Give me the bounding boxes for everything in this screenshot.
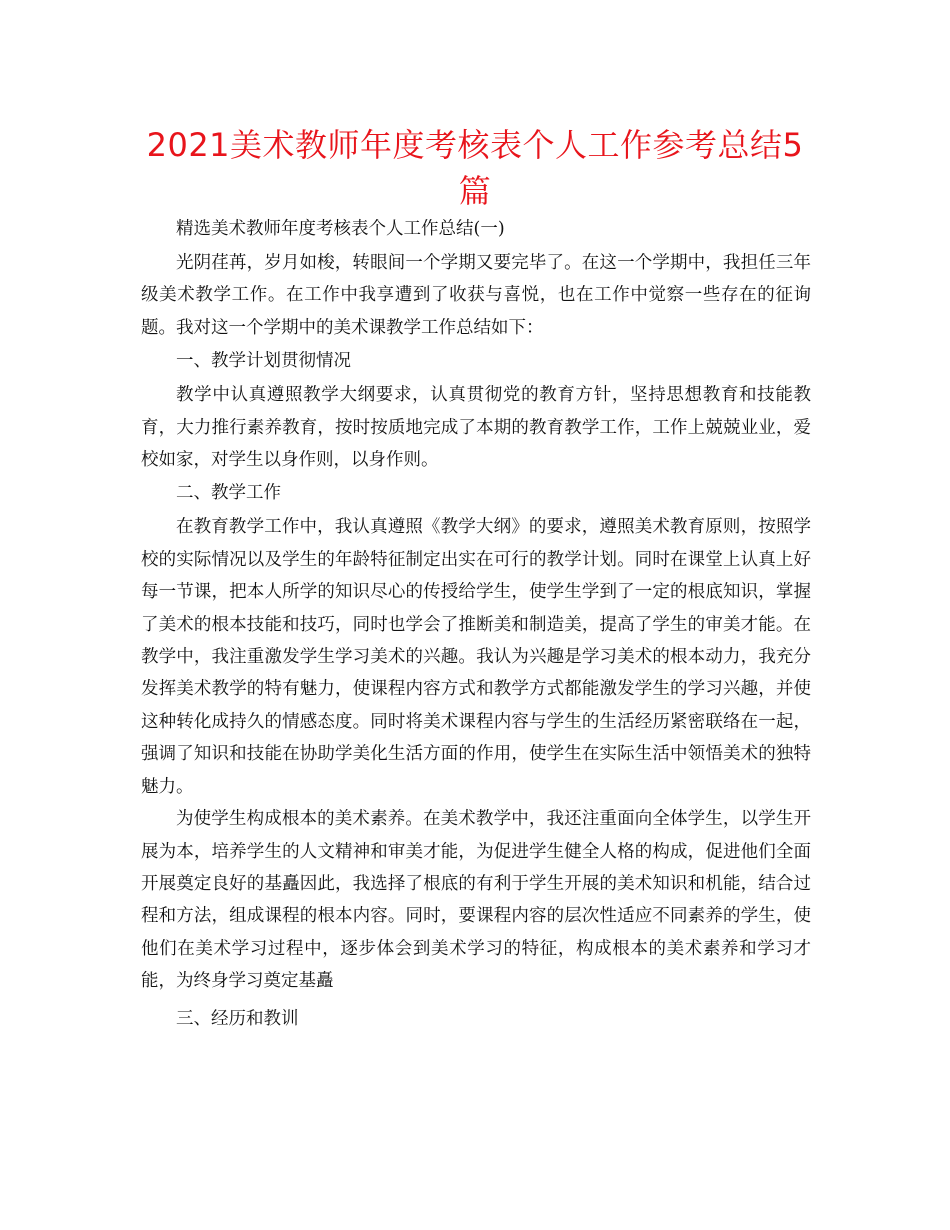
body-paragraph: 光阴荏苒，岁月如梭，转眼间一个学期又要完毕了。在这一个学期中，我担任三年级美术教学工作。在工作中我享遭到了收获与喜悦，也在工作中觉察一些存在的征询题。我对这一个学期中的美术课教学工作总结如下：	[141, 253, 811, 338]
document-title: 2021美术教师年度考核表个人工作参考总结5篇	[146, 126, 804, 210]
body-paragraph: 教学中认真遵照教学大纲要求，认真贯彻党的教育方针，坚持思想教育和技能教育，大力推行素养教育，按时按质地完成了本期的教育教学工作，工作上兢兢业业，爱校如家，对学生以身作则，以身作则。	[141, 385, 811, 471]
section-heading: 三、经历和教训	[176, 1008, 299, 1029]
section-subtitle: 精选美术教师年度考核表个人工作总结(一)	[176, 219, 505, 239]
body-paragraph: 为使学生构成根本的美术素养。在美术教学中，我还注重面向全体学生，以学生开展为本，培养学生的人文精神和审美才能，为促进学生健全人格的构成，促进他们全面开展奠定良好的基矗因此，我选择了根底的有利于学生开展的美术知识和机能，结合过程和方法，组成课程的根本内容。同时，要课程内容的层次性适应不同素养的学生，使他们在美术学习过程中，逐步体会到美术学习的特征，构成根本的美术素养和学习才能，为终身学习奠定基矗	[141, 809, 811, 992]
section-heading: 一、教学计划贯彻情况	[176, 351, 351, 372]
document-body	[141, 212, 811, 1037]
section-heading: 二、教学工作	[176, 483, 281, 504]
body-paragraph: 在教育教学工作中，我认真遵照《教学大纲》的要求，遵照美术教育原则，按照学校的实际情况以及学生的年龄特征制定出实在可行的教学计划。同时在课堂上认真上好每一节课，把本人所学的知识尽心的传授给学生，使学生学到了一定的根底知识，掌握了美术的根本技能和技巧，同时也学会了推断美和制造美，提高了学生的审美才能。在教学中，我注重激发学生学习美术的兴趣。我认为兴趣是学习美术的根本动力，我充分发挥美术教学的特有魅力，使课程内容方式和教学方式都能激发学生的学习兴趣，并使这种转化成持久的情感态度。同时将美术课程内容与学生的生活经历紧密联络在一起，强调了知识和技能在协助学美化生活方面的作用，使学生在实际生活中领悟美术的独特魅力。	[141, 517, 811, 797]
